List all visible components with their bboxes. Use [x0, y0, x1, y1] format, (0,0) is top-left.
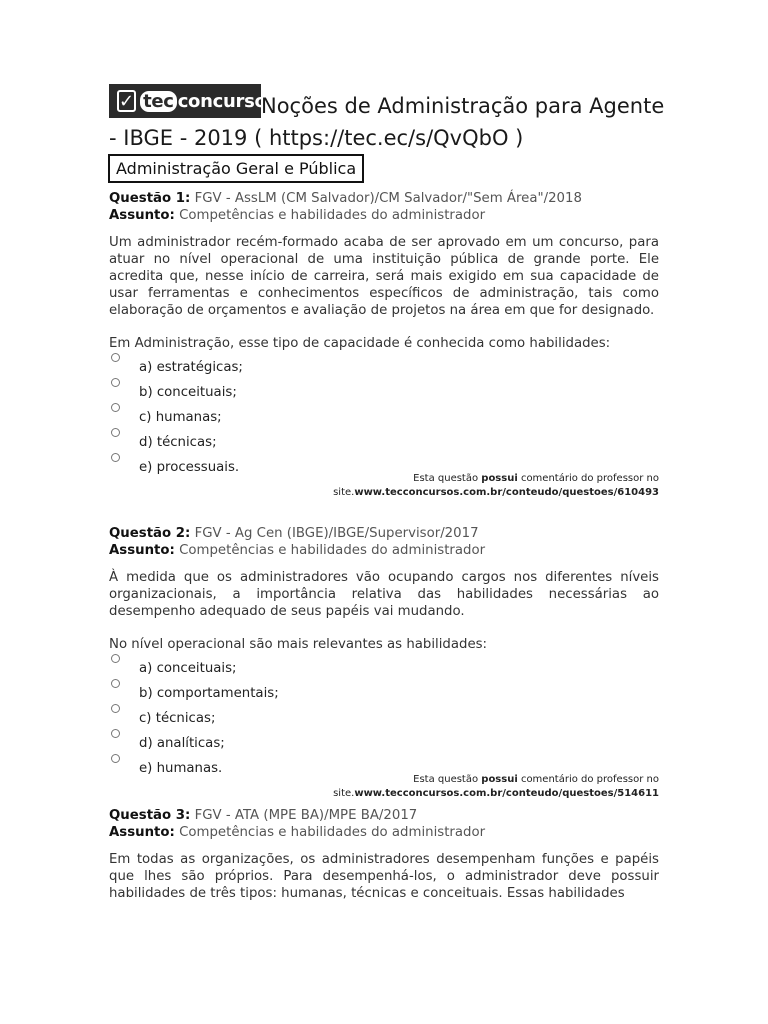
option-a[interactable]: a) conceituais; [109, 655, 659, 680]
radio-button[interactable] [111, 378, 120, 387]
option-e[interactable]: e) humanas. [109, 755, 659, 780]
radio-button[interactable] [111, 754, 120, 763]
tecconcursos-logo[interactable] [109, 84, 277, 118]
option-c[interactable]: c) humanas; [109, 404, 659, 429]
checkmark-icon: ✓ [119, 90, 135, 112]
option-e[interactable]: e) processuais. [109, 454, 659, 479]
page-title-continued: - IBGE - 2019 ( https://tec.ec/s/QvQbO ) [109, 126, 524, 150]
question-link[interactable]: www.tecconcursos.com.br/conteudo/questoes/514611 [354, 788, 659, 799]
option-b[interactable]: b) conceituais; [109, 379, 659, 404]
question-subject: Assunto: Competências e habilidades do administrador [109, 208, 486, 223]
radio-button[interactable] [111, 403, 120, 412]
question-prompt: Em Administração, esse tipo de capacidade é conhecida como habilidades: [109, 336, 611, 351]
question-prompt: No nível operacional são mais relevantes as habilidades: [109, 637, 488, 652]
option-d[interactable]: d) analíticas; [109, 730, 659, 755]
professor-comment-note: Esta questão possui comentário do professor no site.www.tecconcursos.com.br/conteudo/questoes/610493 [333, 473, 659, 498]
options-list [109, 655, 659, 780]
radio-button[interactable] [111, 729, 120, 738]
radio-button[interactable] [111, 654, 120, 663]
radio-button[interactable] [111, 428, 120, 437]
option-d[interactable]: d) técnicas; [109, 429, 659, 454]
question-1 [109, 190, 659, 500]
question-source: Questão 3: FGV - ATA (MPE BA)/MPE BA/2017 [109, 808, 418, 823]
question-3 [109, 807, 659, 902]
option-c[interactable]: c) técnicas; [109, 705, 659, 730]
radio-button[interactable] [111, 353, 120, 362]
radio-button[interactable] [111, 679, 120, 688]
question-text: Em todas as organizações, os administradores desempenham funções e papéis que lhes são próprios. Para desempenhá-los, o administrador deve possuir habilidades de três tipos: humanas, técnicas e conceituais. Essas habilidades [109, 852, 659, 901]
document-page [109, 84, 665, 901]
option-a[interactable]: a) estratégicas; [109, 354, 659, 379]
question-subject: Assunto: Competências e habilidades do administrador [109, 825, 486, 840]
question-subject: Assunto: Competências e habilidades do administrador [109, 543, 486, 558]
question-2 [109, 525, 659, 801]
question-source: Questão 1: FGV - AssLM (CM Salvador)/CM Salvador/"Sem Área"/2018 [109, 191, 582, 206]
option-b[interactable]: b) comportamentais; [109, 680, 659, 705]
radio-button[interactable] [111, 453, 120, 462]
professor-comment-note: Esta questão possui comentário do professor no site.www.tecconcursos.com.br/conteudo/questoes/514611 [333, 774, 659, 799]
question-text: Um administrador recém-formado acaba de ser aprovado em um concurso, para atuar no nível operacional de uma instituição pública de grande porte. Ele acredita que, nesse início de carreira, será mais exigido em sua capacidade de usar ferramentas e conhecimentos específicos de administração, tais como elaboração de orçamentos e avaliação de projetos na área em que for designado. [109, 235, 659, 318]
question-link[interactable]: www.tecconcursos.com.br/conteudo/questoes/610493 [354, 487, 659, 498]
logo-text: tec concursos [140, 91, 277, 112]
page-title: Noções de Administração para Agente [261, 94, 665, 118]
question-source: Questão 2: FGV - Ag Cen (IBGE)/IBGE/Supervisor/2017 [109, 526, 479, 541]
section-heading: Administração Geral e Pública [108, 154, 364, 183]
radio-button[interactable] [111, 704, 120, 713]
options-list [109, 354, 659, 479]
question-text: À medida que os administradores vão ocupando cargos nos diferentes níveis organizacionais, a importância relativa das habilidades necessárias ao desempenho adequado de seus papéis vai mudando. [109, 570, 659, 619]
header [109, 84, 665, 178]
